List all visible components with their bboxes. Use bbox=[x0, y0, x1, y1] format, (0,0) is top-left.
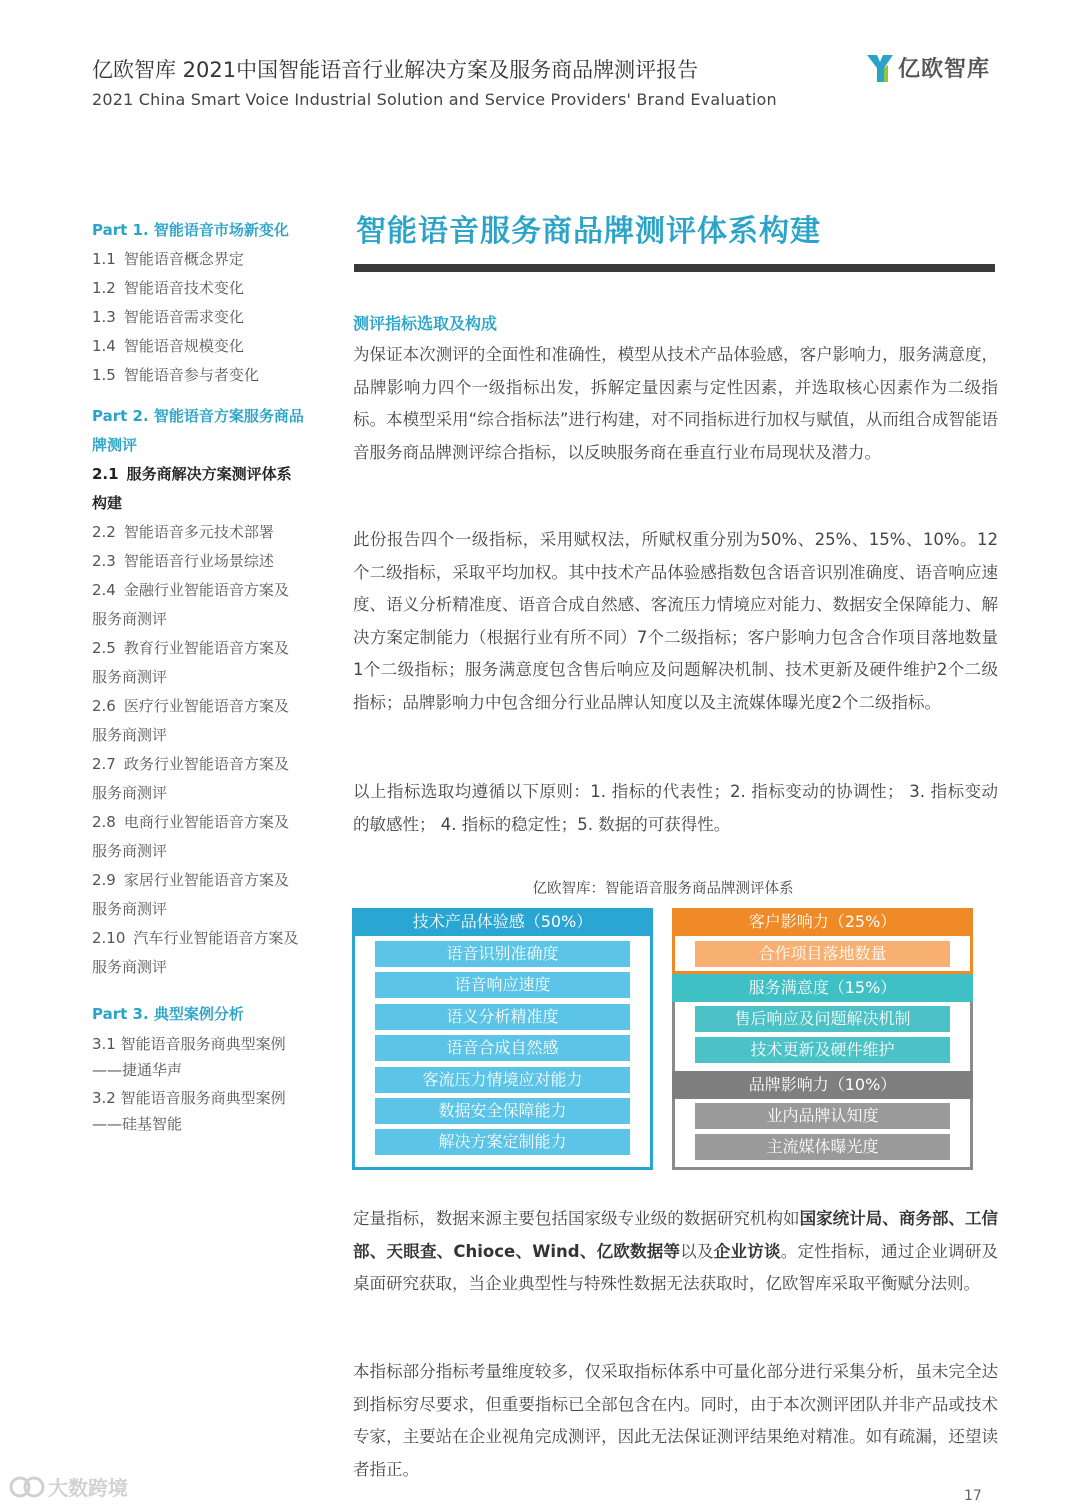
toc-number: 2.4 bbox=[92, 581, 116, 599]
toc-number: 2.2 bbox=[92, 523, 116, 541]
toc-item[interactable] bbox=[92, 303, 320, 332]
toc-number: 1.4 bbox=[92, 337, 116, 355]
paragraph-data-sources bbox=[353, 1203, 998, 1301]
toc-part-2-line-1: Part 2. 智能语音方案服务商品 bbox=[92, 407, 304, 425]
toc-item[interactable] bbox=[92, 245, 320, 274]
toc-item[interactable] bbox=[92, 332, 320, 361]
toc-item[interactable] bbox=[92, 692, 320, 750]
page-number: 17 bbox=[964, 1488, 982, 1504]
toc-item[interactable] bbox=[92, 1031, 320, 1083]
paragraph-weights: 此份报告四个一级指标，采用赋权法，所赋权重分别为50%、25%、15%、10%。12个二级指标，采取平均加权。其中技术产品体验感指数包含语音识别准确度、语音响应速度、语义分析精准度、语音合成自然感、客流压力情境应对能力、数据安全保障能力、解决方案定制能力（根据行业有所不同）7个二级指标；客户影响力包含合作项目落地数量1个二级指标；服务满意度包含售后响应及问题解决机制、技术更新及硬件维护2个二级指标；品牌影响力中包含细分行业品牌认知度以及主流媒体曝光度2个二级指标。 bbox=[353, 530, 998, 712]
toc-part-1[interactable]: Part 1. 智能语音市场新变化 bbox=[92, 221, 289, 239]
table-of-contents bbox=[92, 216, 320, 1137]
toc-label: 教育行业智能语音方案及 bbox=[123, 639, 289, 657]
toc-label-cont: ——硅基智能 bbox=[92, 1115, 183, 1133]
toc-item-current[interactable] bbox=[92, 460, 320, 518]
toc-item[interactable] bbox=[92, 924, 320, 982]
toc-item[interactable] bbox=[92, 1085, 320, 1137]
toc-item[interactable] bbox=[92, 750, 320, 808]
toc-number: 2.9 bbox=[92, 871, 116, 889]
tech-item: 语音响应速度 bbox=[375, 972, 630, 998]
tech-item: 语音合成自然感 bbox=[375, 1035, 630, 1061]
customer-header: 客户影响力（25%） bbox=[672, 908, 973, 936]
paragraph-disclaimer: 本指标部分指标考量维度较多，仅采取指标体系中可量化部分进行采集分析，虽未完全达到指标穷尽要求，但重要指标已全部包含在内。同时，由于本次测评团队并非产品或技术专家，主要站在企业视角完成测评，因此无法保证测评结果绝对精准。如有疏漏，还望读者指正。 bbox=[353, 1362, 998, 1479]
text-run-bold: 企业访谈 bbox=[713, 1241, 781, 1261]
customer-item: 合作项目落地数量 bbox=[695, 941, 950, 967]
watermark-text: 大数跨境 bbox=[48, 1476, 128, 1500]
page-title: 智能语音服务商品牌测评体系构建 bbox=[356, 214, 821, 249]
report-subtitle: 2021 China Smart Voice Industrial Solution and Service Providers' Brand Evaluation bbox=[92, 90, 777, 109]
toc-number: 1.1 bbox=[92, 250, 116, 268]
toc-number: 2.8 bbox=[92, 813, 116, 831]
toc-label: 智能语音技术变化 bbox=[123, 279, 244, 297]
toc-label: 智能语音需求变化 bbox=[123, 308, 244, 326]
toc-label-cont: 服务商测评 bbox=[92, 900, 168, 918]
toc-item[interactable] bbox=[92, 361, 320, 390]
toc-part-2-line-2: 牌测评 bbox=[92, 436, 138, 454]
toc-item[interactable] bbox=[92, 634, 320, 692]
service-item: 售后响应及问题解决机制 bbox=[695, 1006, 950, 1032]
toc-item[interactable] bbox=[92, 547, 320, 576]
tech-item: 客流压力情境应对能力 bbox=[375, 1067, 630, 1093]
brand-logo bbox=[866, 52, 990, 83]
toc-number: 3.1 bbox=[92, 1035, 116, 1053]
toc-item[interactable] bbox=[92, 274, 320, 303]
toc-number: 2.7 bbox=[92, 755, 116, 773]
toc-label: 智能语音概念界定 bbox=[123, 250, 244, 268]
toc-label-cont: ——捷通华声 bbox=[92, 1061, 183, 1079]
toc-label: 政务行业智能语音方案及 bbox=[123, 755, 289, 773]
tech-item: 语义分析精准度 bbox=[375, 1004, 630, 1030]
toc-label: 汽车行业智能语音方案及 bbox=[133, 929, 299, 947]
toc-label: 智能语音行业场景综述 bbox=[123, 552, 274, 570]
toc-label: 智能语音服务商典型案例 bbox=[120, 1089, 286, 1107]
toc-label-cont: 服务商测评 bbox=[92, 842, 168, 860]
toc-item[interactable] bbox=[92, 866, 320, 924]
diagram-caption: 亿欧智库：智能语音服务商品牌测评体系 bbox=[532, 881, 794, 897]
toc-label: 智能语音服务商典型案例 bbox=[120, 1035, 286, 1053]
text-run-bold: 国家统计局、商务部、工信部、天眼查、Chioce、Wind、亿欧数据等 bbox=[353, 1209, 999, 1261]
tech-header: 技术产品体验感（50%） bbox=[352, 908, 653, 936]
toc-item[interactable] bbox=[92, 518, 320, 547]
toc-label-cont: 服务商测评 bbox=[92, 668, 168, 686]
toc-label: 电商行业智能语音方案及 bbox=[123, 813, 289, 831]
service-header: 服务满意度（15%） bbox=[672, 974, 973, 1002]
toc-item[interactable] bbox=[92, 576, 320, 634]
paragraph-principles: 以上指标选取均遵循以下原则：1. 指标的代表性；2. 指标变动的协调性； 3. 指标变动的敏感性； 4. 指标的稳定性；5. 数据的可获得性。 bbox=[353, 782, 998, 834]
toc-label-cont: 服务商测评 bbox=[92, 784, 168, 802]
toc-item[interactable] bbox=[92, 808, 320, 866]
tech-item: 语音识别准确度 bbox=[375, 941, 630, 967]
toc-label-cont: 服务商测评 bbox=[92, 610, 168, 628]
toc-label: 医疗行业智能语音方案及 bbox=[123, 697, 289, 715]
toc-number: 1.5 bbox=[92, 366, 116, 384]
logo-mark-icon bbox=[866, 53, 894, 83]
tech-item: 数据安全保障能力 bbox=[375, 1098, 630, 1124]
toc-label: 家居行业智能语音方案及 bbox=[123, 871, 289, 889]
brand-item: 主流媒体曝光度 bbox=[695, 1134, 950, 1160]
toc-number: 2.3 bbox=[92, 552, 116, 570]
toc-label: 智能语音规模变化 bbox=[123, 337, 244, 355]
text-run: 。定性指标，通过企业调研及桌面研究获取，当企业典型性与特殊性数据无法获取时，亿欧智库采取平衡赋分法则。 bbox=[353, 1241, 999, 1293]
paragraph-intro: 为保证本次测评的全面性和准确性，模型从技术产品体验感，客户影响力，服务满意度，品牌影响力四个一级指标出发，拆解定量因素与定性因素，并选取核心因素作为二级指标。本模型采用“综合指标法”进行构建，对不同指标进行加权与赋值，从而组合成智能语音服务商品牌测评综合指标，以反映服务商在垂直行业布局现状及潜力。 bbox=[353, 345, 998, 462]
toc-label: 智能语音参与者变化 bbox=[123, 366, 259, 384]
tech-item: 解决方案定制能力 bbox=[375, 1129, 630, 1155]
text-run: 定量指标，数据来源主要包括国家级专业级的数据研究机构如 bbox=[353, 1209, 800, 1228]
watermark-icon bbox=[8, 1474, 48, 1500]
toc-part-3[interactable]: Part 3. 典型案例分析 bbox=[92, 1005, 244, 1023]
toc-number: 1.3 bbox=[92, 308, 116, 326]
toc-part-2[interactable] bbox=[92, 402, 320, 460]
brand-item: 业内品牌认知度 bbox=[695, 1103, 950, 1129]
logo-text: 亿欧智库 bbox=[898, 57, 991, 82]
toc-label: 智能语音多元技术部署 bbox=[123, 523, 274, 541]
toc-label-cont: 服务商测评 bbox=[92, 726, 168, 744]
toc-number: 2.1 bbox=[92, 465, 119, 483]
section-title: 测评指标选取及构成 bbox=[353, 314, 498, 333]
report-title: 亿欧智库 2021中国智能语音行业解决方案及服务商品牌测评报告 bbox=[92, 58, 699, 82]
text-run: 以及 bbox=[680, 1241, 714, 1261]
toc-number: 1.2 bbox=[92, 279, 116, 297]
toc-number: 3.2 bbox=[92, 1089, 116, 1107]
toc-label-cont: 服务商测评 bbox=[92, 958, 168, 976]
title-divider bbox=[354, 264, 995, 272]
toc-number: 2.6 bbox=[92, 697, 116, 715]
toc-number: 2.10 bbox=[92, 929, 126, 947]
toc-number: 2.5 bbox=[92, 639, 116, 657]
toc-label: 金融行业智能语音方案及 bbox=[123, 581, 289, 599]
toc-label: 服务商解决方案测评体系 bbox=[126, 465, 292, 483]
watermark bbox=[8, 1472, 128, 1501]
toc-label-cont: 构建 bbox=[92, 494, 123, 512]
service-item: 技术更新及硬件维护 bbox=[695, 1037, 950, 1063]
brand-header: 品牌影响力（10%） bbox=[672, 1071, 973, 1099]
